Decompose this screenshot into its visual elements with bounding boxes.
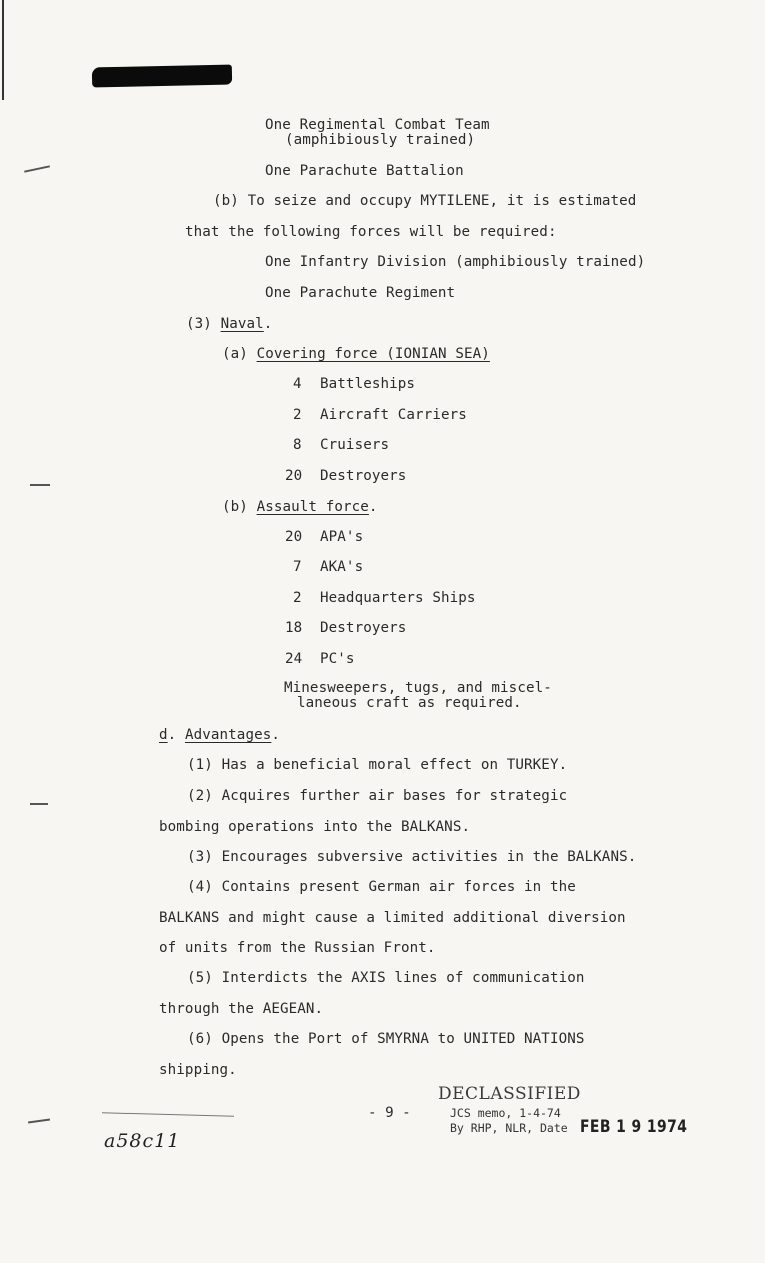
scan-mark — [30, 803, 48, 805]
force-line: One Parachute Regiment — [265, 285, 456, 301]
subsection-heading — [222, 346, 490, 362]
ship-type: Cruisers — [320, 437, 390, 453]
subsection-title: Covering force (IONIAN SEA) — [256, 346, 490, 362]
subsection-punct: . — [368, 499, 378, 515]
ship-type: Aircraft Carriers — [320, 407, 467, 423]
section-letter: d — [159, 727, 168, 743]
subsection-title: Assault force — [256, 499, 369, 515]
ship-type: Destroyers — [320, 468, 407, 484]
ship-count: 4 — [293, 376, 302, 392]
stamp-date: FEB 1 9 1974 — [580, 1117, 688, 1137]
section-heading — [186, 316, 272, 332]
section-title: Naval — [220, 316, 264, 332]
subsection-number: (b) — [222, 499, 257, 515]
note-line: laneous craft as required. — [297, 695, 522, 711]
paragraph-line: through the AEGEAN. — [159, 1001, 324, 1017]
note-line: Minesweepers, tugs, and miscel- — [284, 680, 552, 696]
section-number: (3) — [186, 316, 221, 332]
ship-count: 2 — [293, 590, 302, 606]
scan-mark — [30, 484, 50, 486]
section-heading — [159, 727, 280, 743]
ship-count: 7 — [293, 559, 302, 575]
paragraph-line: bombing operations into the BALKANS. — [159, 819, 471, 835]
ship-type: AKA's — [320, 559, 364, 575]
subsection-number: (a) — [222, 346, 257, 362]
paragraph-line: that the following forces will be required: — [185, 224, 557, 240]
ship-count: 20 — [285, 529, 303, 545]
section-sep: . — [167, 727, 185, 743]
page-number: - 9 - — [368, 1105, 411, 1121]
ship-count: 24 — [285, 651, 303, 667]
stamp-line: By RHP, NLR, Date — [450, 1121, 568, 1135]
section-punct: . — [263, 316, 273, 332]
subsection-heading — [222, 499, 378, 515]
ship-count: 2 — [293, 407, 302, 423]
ship-type: Headquarters Ships — [320, 590, 476, 606]
declassified-stamp-title: DECLASSIFIED — [438, 1084, 581, 1104]
force-line: One Infantry Division (amphibiously trained) — [265, 254, 646, 270]
paragraph-line: (4) Contains present German air forces in the — [187, 879, 576, 895]
ship-count: 8 — [293, 437, 302, 453]
paragraph-line: (3) Encourages subversive activities in the BALKANS. — [187, 849, 637, 865]
ship-type: Battleships — [320, 376, 416, 392]
section-title: Advantages — [184, 727, 272, 743]
redaction-bar — [92, 65, 232, 88]
paragraph-line: (b) To seize and occupy MYTILENE, it is estimated — [213, 193, 637, 209]
scan-mark — [24, 165, 50, 172]
paragraph-line: of units from the Russian Front. — [159, 940, 436, 956]
stamp-line: JCS memo, 1-4-74 — [450, 1106, 561, 1120]
paragraph-line: (2) Acquires further air bases for strategic — [187, 788, 568, 804]
ship-type: APA's — [320, 529, 364, 545]
ship-type: Destroyers — [320, 620, 407, 636]
ship-type: PC's — [320, 651, 355, 667]
handwritten-note: a58c11 — [104, 1130, 181, 1152]
force-line: (amphibiously trained) — [285, 132, 476, 148]
signature-line — [102, 1112, 234, 1116]
force-line: One Parachute Battalion — [265, 163, 464, 179]
ship-count: 18 — [285, 620, 303, 636]
margin-mark — [2, 0, 4, 100]
paragraph-line: BALKANS and might cause a limited additional diversion — [159, 910, 626, 926]
paragraph-line: (6) Opens the Port of SMYRNA to UNITED NATIONS — [187, 1031, 585, 1047]
force-line: One Regimental Combat Team — [265, 117, 490, 133]
paragraph-line: (5) Interdicts the AXIS lines of communication — [187, 970, 585, 986]
paragraph-line: shipping. — [159, 1062, 237, 1078]
ship-count: 20 — [285, 468, 303, 484]
paragraph-line: (1) Has a beneficial moral effect on TURKEY. — [187, 757, 568, 773]
scan-mark — [28, 1118, 50, 1123]
section-punct: . — [271, 727, 281, 743]
